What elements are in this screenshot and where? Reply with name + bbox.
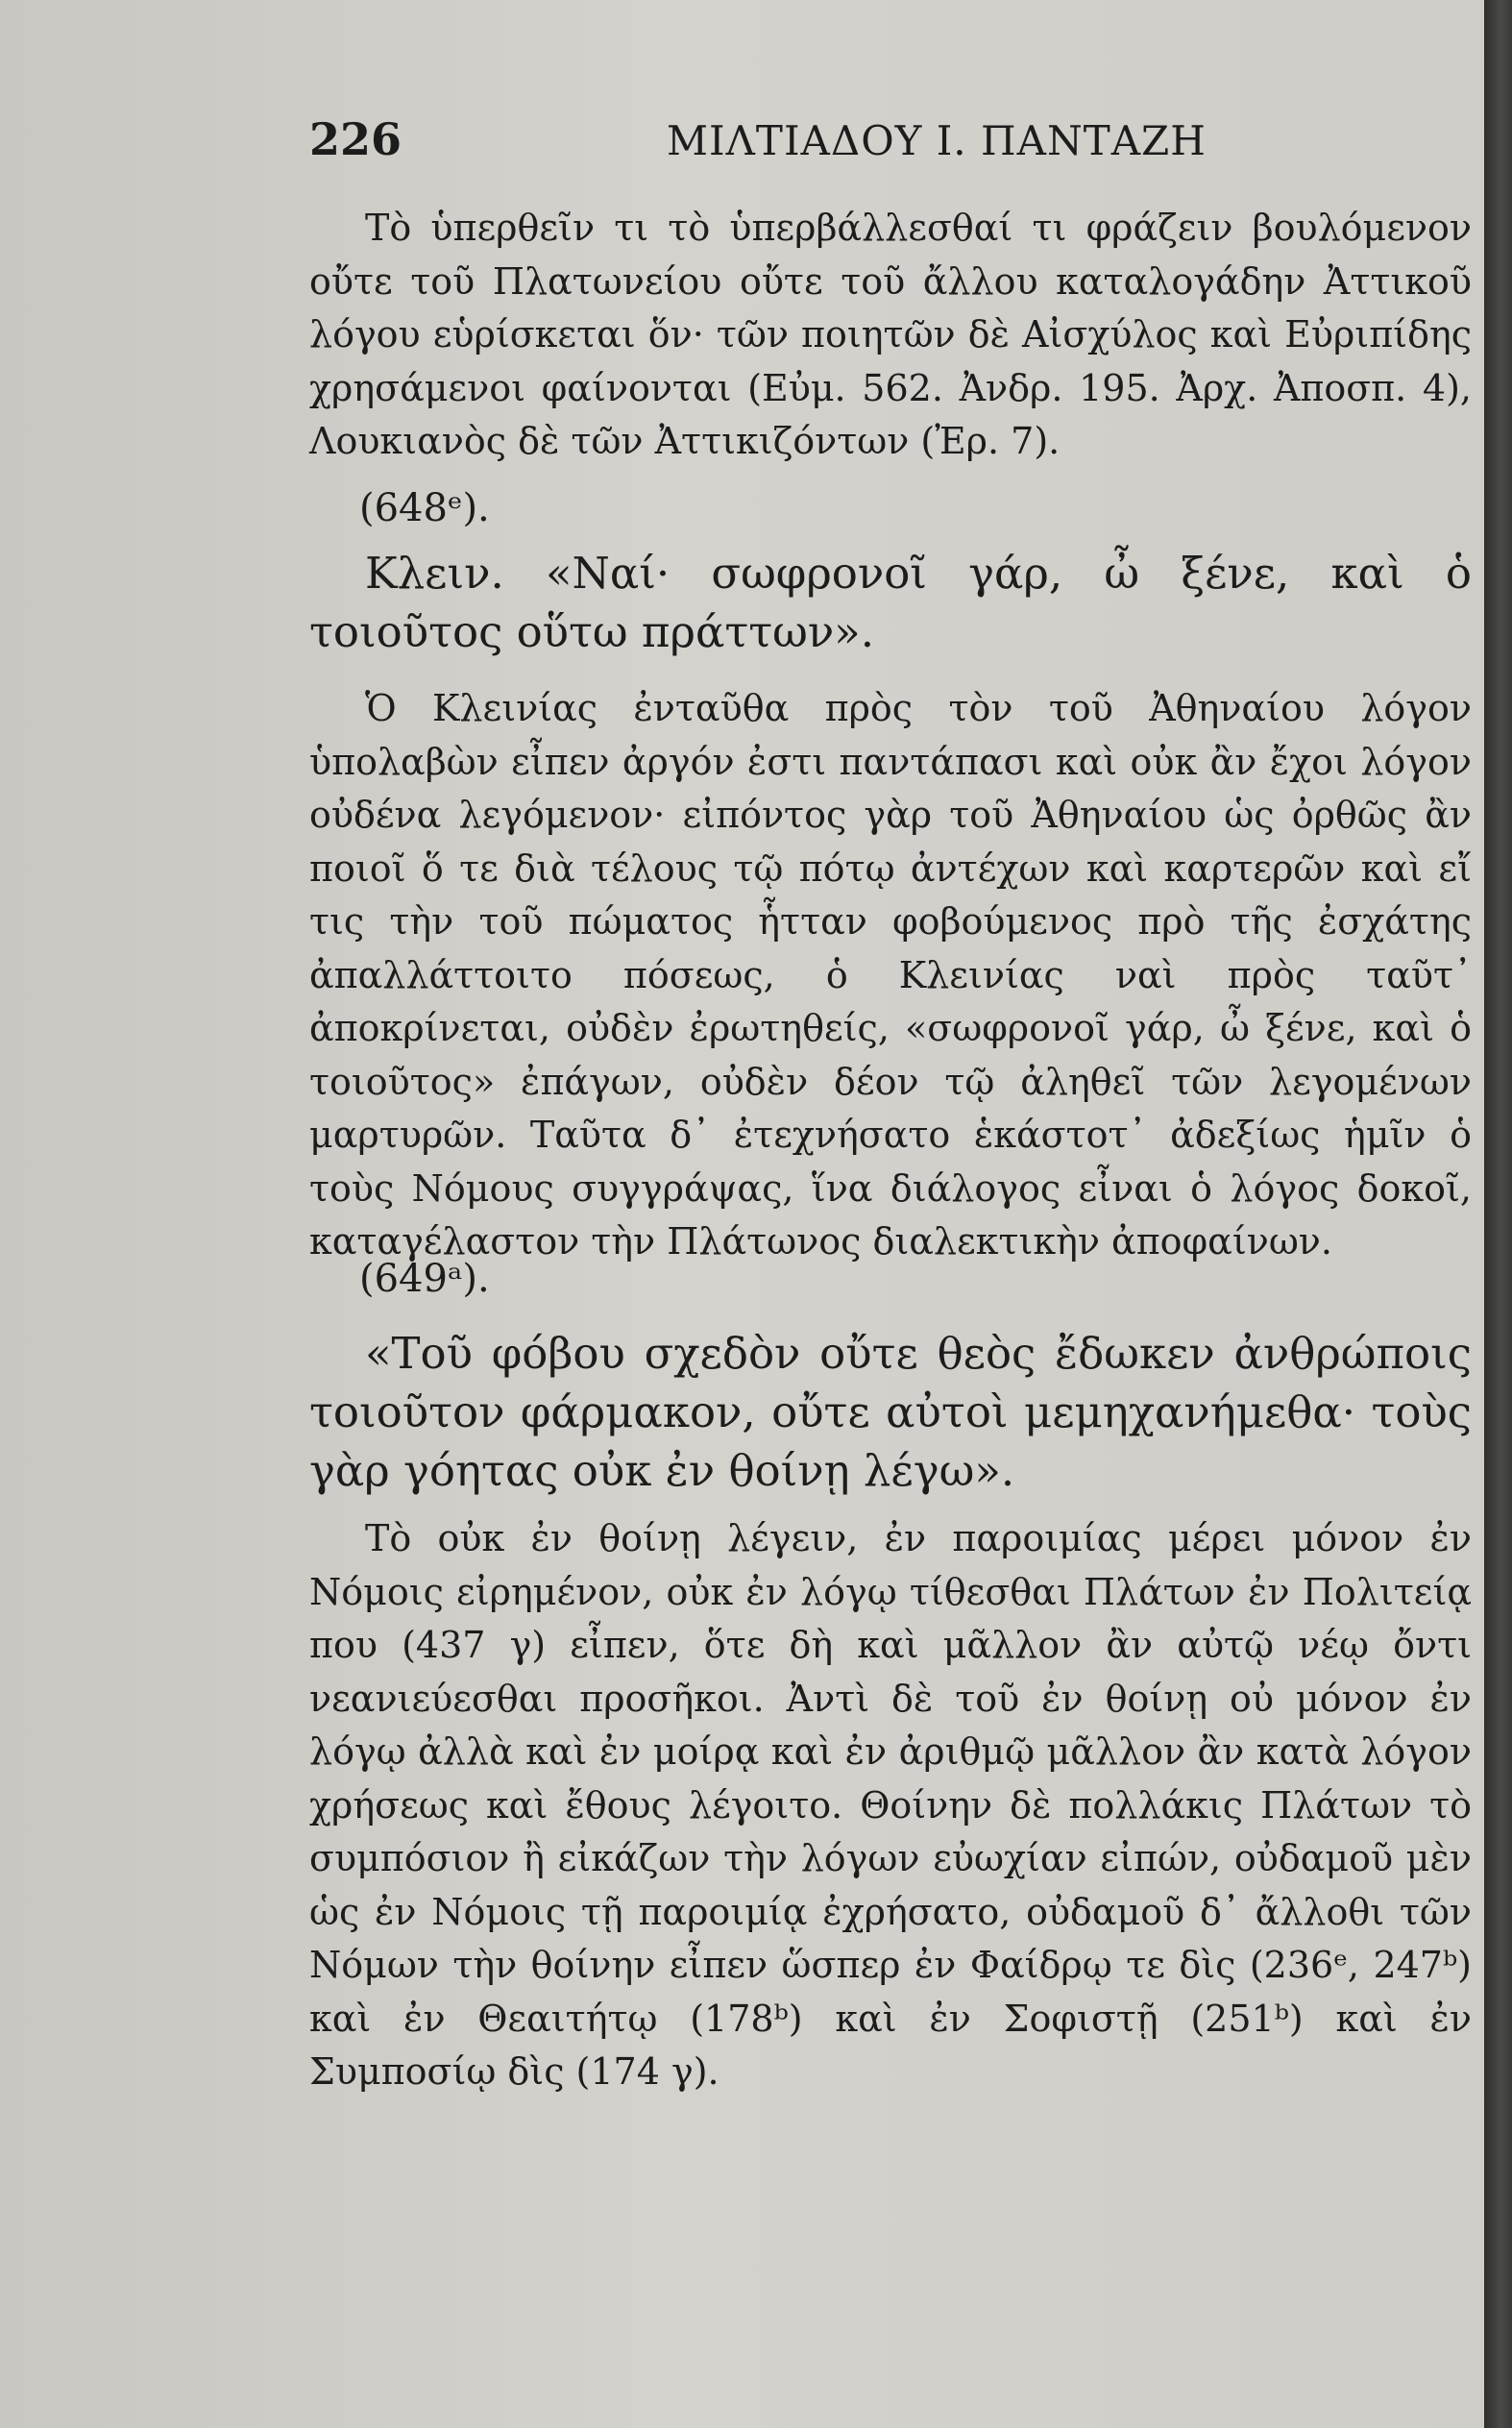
quote-2: «Τοῦ φόβου σχεδὸν οὔτε θεὸς ἔδωκεν ἀνθρώποις τοιοῦτον φάρμακον, οὔτε αὐτοὶ μεμηχανήμεθα· τοὺς γὰρ γόητας οὐκ ἐν θοίνῃ λέγω». [309,1328,1472,1496]
running-title: ΜΙΛΤΙΑΔΟΥ Ι. ΠΑΝΤΑΖΗ [667,117,1207,164]
paragraph-3: Τὸ οὐκ ἐν θοίνῃ λέγειν, ἐν παροιμίας μέρει μόνον ἐν Νόμοις εἰρημένον, οὐκ ἐν λόγῳ τίθεσθαι Πλάτων ἐν Πολιτείᾳ που (437 γ) εἶπεν, ὅτε δὴ καὶ μᾶλλον ἂν αὐτῷ νέῳ ὄντι νεανιεύεσθαι προσῆκοι. Ἀντὶ δὲ τοῦ ἐν θοίνῃ οὐ μόνον ἐν λόγῳ ἀλλὰ καὶ ἐν μοίρᾳ καὶ ἐν ἀριθμῷ μᾶλλον ἂν κατὰ λόγον χρήσεως καὶ ἔθους λέγοιτο. Θοίνην δὲ πολλάκις Πλάτων τὸ συμπόσιον ἢ εἰκάζων τὴν λόγων εὐωχίαν εἰπών, οὐδαμοῦ μὲν ὡς ἐν Νόμοις τῇ παροιμίᾳ ἐχρήσατο, οὐδαμοῦ δ᾽ ἄλλοθι τῶν Νόμων τὴν θοίνην εἶπεν ὥσπερ ἐν Φαίδρῳ τε δὶς (236ᵉ, 247ᵇ) καὶ ἐν Θεαιτήτῳ (178ᵇ) καὶ ἐν Σοφιστῇ (251ᵇ) καὶ ἐν Συμποσίῳ δὶς (174 γ). [309,1517,1472,2093]
reference-648e: (648ᵉ). [359,486,490,530]
book-edge-shadow [1484,0,1512,2428]
page-number: 226 [309,113,402,165]
page-header [309,113,1462,171]
quote-1: Κλειν. «Ναί· σωφρονοῖ γάρ, ὦ ξένε, καὶ ὁ τοιοῦτος οὕτω πράττων». [309,548,1472,657]
reference-649a: (649ᵃ). [359,1257,490,1301]
paragraph-1: Τὸ ὑπερθεῖν τι τὸ ὑπερβάλλεσθαί τι φράζειν βουλόμενον οὔτε τοῦ Πλατωνείου οὔτε τοῦ ἄλλου καταλογάδην Ἀττικοῦ λόγου εὑρίσκεται ὅν· τῶν ποιητῶν δὲ Αἰσχύλος καὶ Εὐριπίδης χρησάμενοι φαίνονται (Εὐμ. 562. Ἀνδρ. 195. Ἀρχ. Ἀποσπ. 4), Λουκιανὸς δὲ τῶν Ἀττικιζόντων (Ἐρ. 7). [309,207,1472,462]
paragraph-2: Ὁ Κλεινίας ἐνταῦθα πρὸς τὸν τοῦ Ἀθηναίου λόγον ὑπολαβὼν εἶπεν ἀργόν ἐστι παντάπασι καὶ οὐκ ἂν ἔχοι λόγον οὐδένα λεγόμενον· εἰπόντος γὰρ τοῦ Ἀθηναίου ὡς ὀρθῶς ἂν ποιοῖ ὅ τε διὰ τέλους τῷ πότῳ ἀντέχων καὶ καρτερῶν καὶ εἴ τις τὴν τοῦ πώματος ἧτταν φοβούμενος πρὸ τῆς ἐσχάτης ἀπαλλάττοιτο πόσεως, ὁ Κλεινίας ναὶ πρὸς ταῦτ᾽ ἀποκρίνεται, οὐδὲν ἐρωτηθείς, «σωφρονοῖ γάρ, ὦ ξένε, καὶ ὁ τοιοῦτος» ἐπάγων, οὐδὲν δέον τῷ ἀληθεῖ τῶν λεγομένων μαρτυρῶν. Ταῦτα δ᾽ ἐτεχνήσατο ἑκάστοτ᾽ ἀδεξίως ἡμῖν ὁ τοὺς Νόμους συγγράψας, ἵνα διάλογος εἶναι ὁ λόγος δοκοῖ, καταγέλαστον τὴν Πλάτωνος διαλεκτικὴν ἀποφαίνων. [309,687,1472,1263]
